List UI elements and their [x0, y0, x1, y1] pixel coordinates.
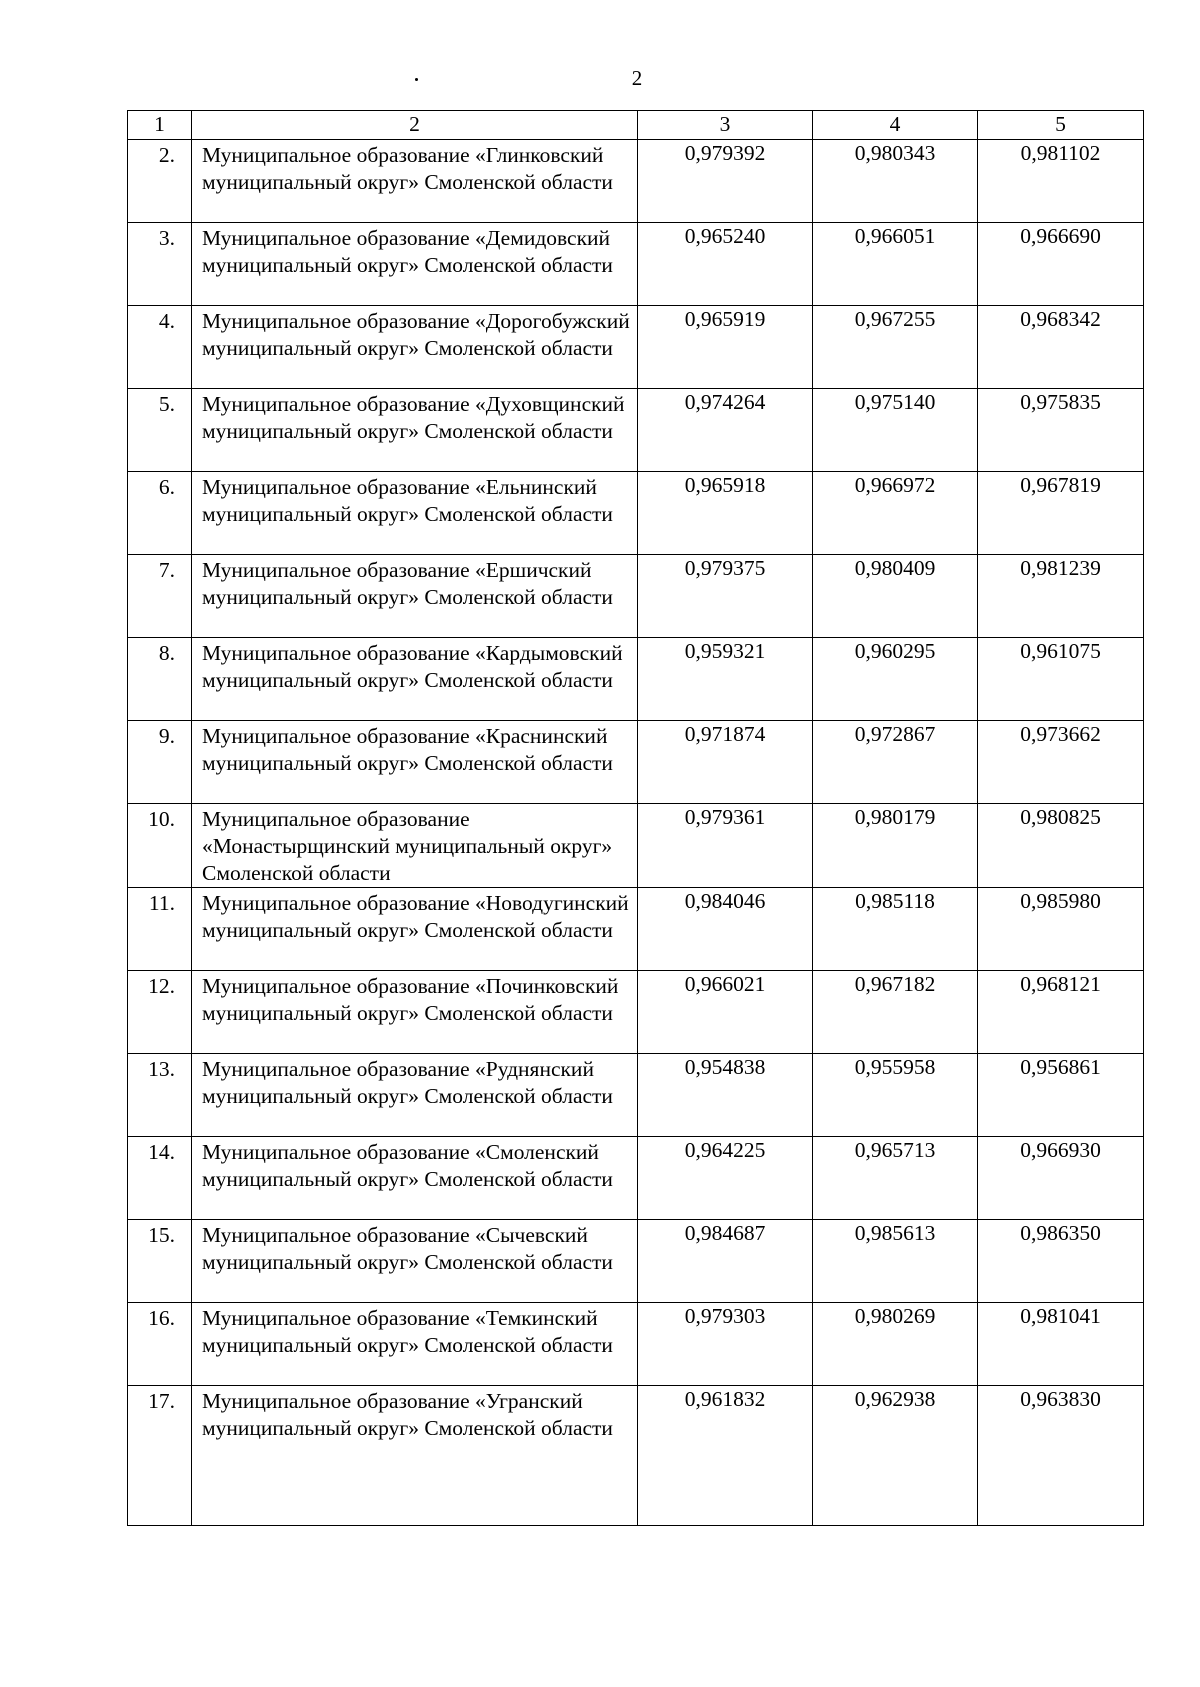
value-col-4: 0,967255 [813, 306, 978, 389]
municipality-name: Муниципальное образование «Ершичский муниципальный округ» Смоленской области [192, 555, 638, 638]
table-row [128, 1220, 1144, 1303]
value-col-5: 0,980825 [978, 804, 1144, 888]
table-row [128, 721, 1144, 804]
table-row [128, 1137, 1144, 1220]
row-number: 14. [128, 1137, 192, 1220]
value-col-3: 0,959321 [638, 638, 813, 721]
row-number: 13. [128, 1054, 192, 1137]
row-number: 4. [128, 306, 192, 389]
header-row [128, 111, 1144, 140]
value-col-3: 0,954838 [638, 1054, 813, 1137]
scan-speck [415, 78, 418, 81]
table-row [128, 223, 1144, 306]
municipality-name: Муниципальное образование «Духовщинский муниципальный округ» Смоленской области [192, 389, 638, 472]
value-col-3: 0,965919 [638, 306, 813, 389]
value-col-4: 0,975140 [813, 389, 978, 472]
table-row [128, 971, 1144, 1054]
municipality-name: Муниципальное образование «Глинковский муниципальный округ» Смоленской области [192, 140, 638, 223]
row-number: 12. [128, 971, 192, 1054]
value-col-5: 0,966690 [978, 223, 1144, 306]
value-col-4: 0,966051 [813, 223, 978, 306]
municipality-name: Муниципальное образование «Ельнинский муниципальный округ» Смоленской области [192, 472, 638, 555]
value-col-5: 0,968342 [978, 306, 1144, 389]
table-row [128, 555, 1144, 638]
row-number: 6. [128, 472, 192, 555]
value-col-4: 0,980179 [813, 804, 978, 888]
municipality-name: Муниципальное образование «Починковский муниципальный округ» Смоленской области [192, 971, 638, 1054]
value-col-5: 0,981239 [978, 555, 1144, 638]
table-row [128, 804, 1144, 888]
row-number: 17. [128, 1386, 192, 1526]
value-col-5: 0,981102 [978, 140, 1144, 223]
row-number: 8. [128, 638, 192, 721]
value-col-4: 0,980343 [813, 140, 978, 223]
value-col-5: 0,967819 [978, 472, 1144, 555]
value-col-3: 0,961832 [638, 1386, 813, 1526]
table-row [128, 472, 1144, 555]
table-row [128, 1303, 1144, 1386]
row-number: 11. [128, 888, 192, 971]
header-cell-4: 4 [813, 111, 978, 140]
municipality-name: Муниципальное образование «Новодугинский муниципальный округ» Смоленской области [192, 888, 638, 971]
municipality-name: Муниципальное образование «Монастырщинский муниципальный округ» Смоленской области [192, 804, 638, 888]
value-col-4: 0,966972 [813, 472, 978, 555]
row-number: 9. [128, 721, 192, 804]
value-col-5: 0,961075 [978, 638, 1144, 721]
table-row [128, 140, 1144, 223]
row-number: 16. [128, 1303, 192, 1386]
value-col-5: 0,966930 [978, 1137, 1144, 1220]
value-col-5: 0,975835 [978, 389, 1144, 472]
value-col-3: 0,979361 [638, 804, 813, 888]
header-cell-3: 3 [638, 111, 813, 140]
value-col-3: 0,979375 [638, 555, 813, 638]
municipality-name: Муниципальное образование «Руднянский муниципальный округ» Смоленской области [192, 1054, 638, 1137]
row-number: 3. [128, 223, 192, 306]
value-col-3: 0,965240 [638, 223, 813, 306]
value-col-4: 0,972867 [813, 721, 978, 804]
value-col-4: 0,980269 [813, 1303, 978, 1386]
row-number: 5. [128, 389, 192, 472]
value-col-4: 0,962938 [813, 1386, 978, 1526]
municipality-name: Муниципальное образование «Демидовский муниципальный округ» Смоленской области [192, 223, 638, 306]
row-number: 2. [128, 140, 192, 223]
row-number: 15. [128, 1220, 192, 1303]
table-row [128, 389, 1144, 472]
value-col-5: 0,968121 [978, 971, 1144, 1054]
value-col-4: 0,965713 [813, 1137, 978, 1220]
value-col-3: 0,974264 [638, 389, 813, 472]
table-row [128, 1054, 1144, 1137]
municipality-name: Муниципальное образование «Смоленский муниципальный округ» Смоленской области [192, 1137, 638, 1220]
row-number: 10. [128, 804, 192, 888]
value-col-4: 0,980409 [813, 555, 978, 638]
value-col-3: 0,984687 [638, 1220, 813, 1303]
table-row [128, 1386, 1144, 1526]
page-number: 2 [631, 66, 643, 90]
header-cell-2: 2 [192, 111, 638, 140]
value-col-4: 0,955958 [813, 1054, 978, 1137]
header-cell-5: 5 [978, 111, 1144, 140]
value-col-5: 0,981041 [978, 1303, 1144, 1386]
value-col-3: 0,984046 [638, 888, 813, 971]
municipality-name: Муниципальное образование «Темкинский муниципальный округ» Смоленской области [192, 1303, 638, 1386]
table-row [128, 888, 1144, 971]
coefficients-table [127, 110, 1144, 1526]
municipality-name: Муниципальное образование «Угранский муниципальный округ» Смоленской области [192, 1386, 638, 1526]
value-col-3: 0,965918 [638, 472, 813, 555]
value-col-4: 0,960295 [813, 638, 978, 721]
value-col-4: 0,985118 [813, 888, 978, 971]
value-col-5: 0,973662 [978, 721, 1144, 804]
value-col-3: 0,979303 [638, 1303, 813, 1386]
row-number: 7. [128, 555, 192, 638]
value-col-5: 0,985980 [978, 888, 1144, 971]
value-col-3: 0,971874 [638, 721, 813, 804]
value-col-4: 0,985613 [813, 1220, 978, 1303]
value-col-5: 0,956861 [978, 1054, 1144, 1137]
header-cell-1: 1 [128, 111, 192, 140]
municipality-name: Муниципальное образование «Кардымовский муниципальный округ» Смоленской области [192, 638, 638, 721]
municipality-name: Муниципальное образование «Сычевский муниципальный округ» Смоленской области [192, 1220, 638, 1303]
value-col-3: 0,964225 [638, 1137, 813, 1220]
value-col-5: 0,963830 [978, 1386, 1144, 1526]
municipality-name: Муниципальное образование «Краснинский муниципальный округ» Смоленской области [192, 721, 638, 804]
table-row [128, 306, 1144, 389]
value-col-5: 0,986350 [978, 1220, 1144, 1303]
value-col-3: 0,966021 [638, 971, 813, 1054]
value-col-3: 0,979392 [638, 140, 813, 223]
value-col-4: 0,967182 [813, 971, 978, 1054]
municipality-name: Муниципальное образование «Дорогобужский муниципальный округ» Смоленской области [192, 306, 638, 389]
table-row [128, 638, 1144, 721]
